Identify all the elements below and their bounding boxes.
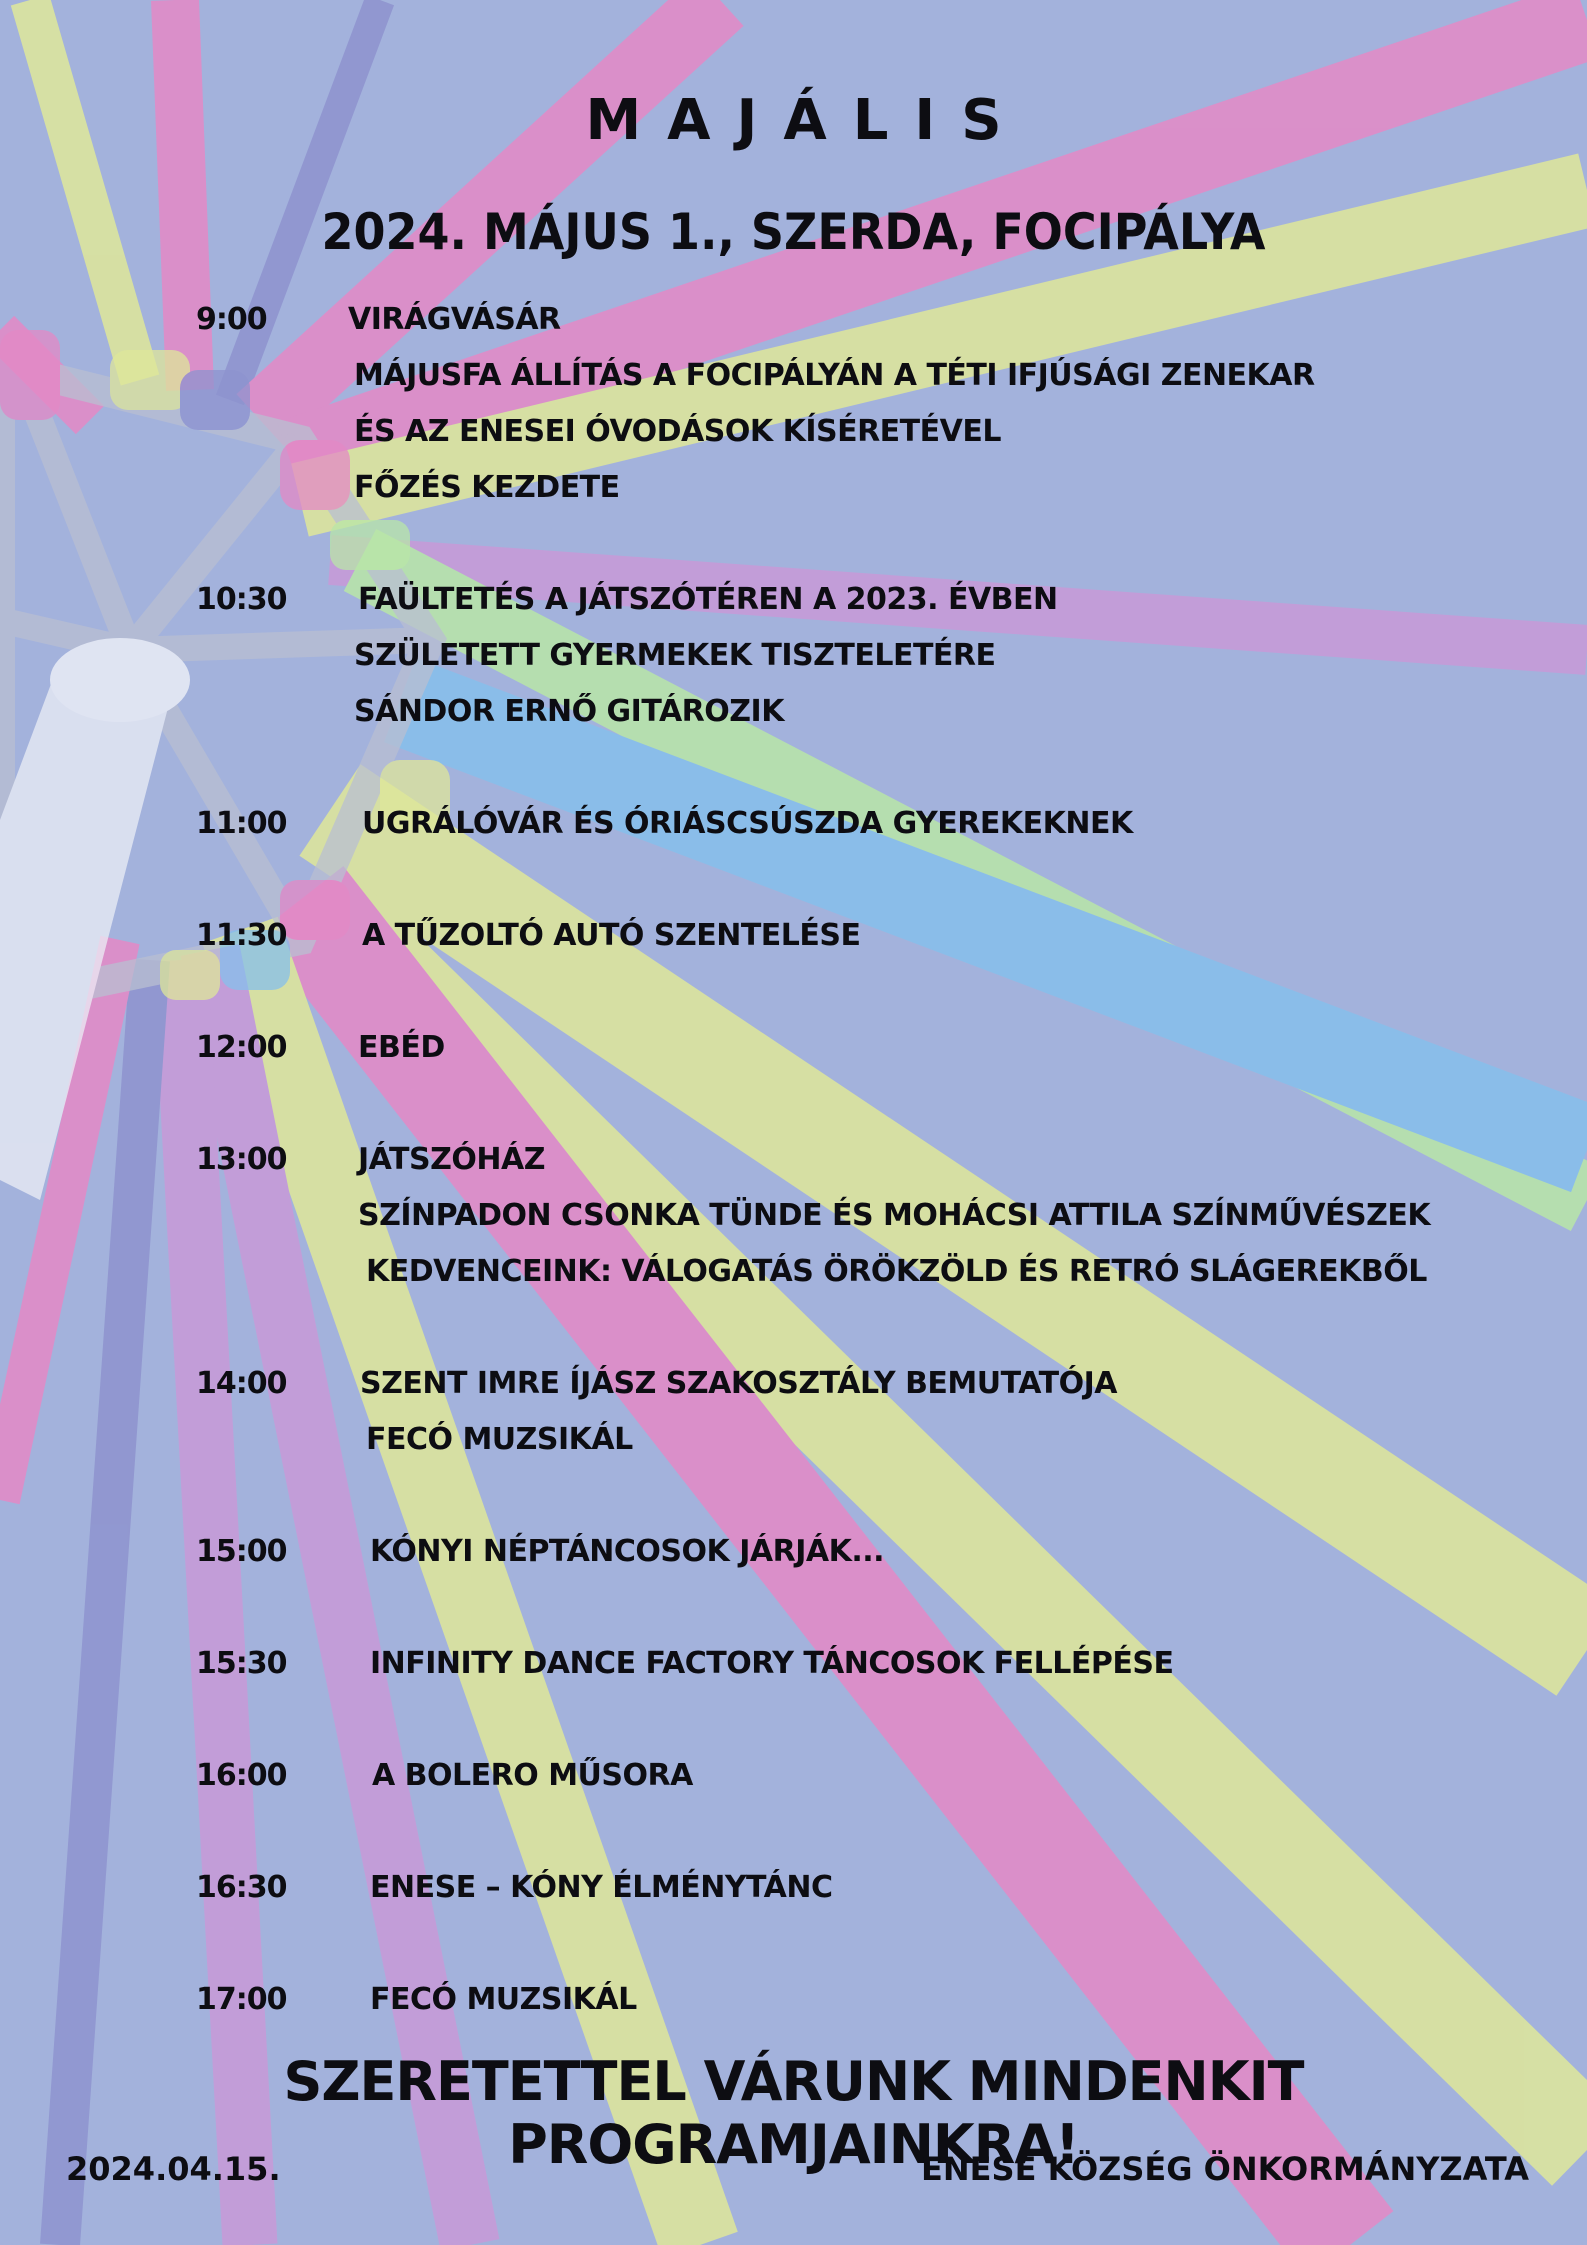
schedule-event: A BOLERO MŰSORA [372, 1758, 693, 1793]
schedule-event: ÉS AZ ENESEI ÓVODÁSOK KÍSÉRETÉVEL [354, 414, 1001, 449]
schedule-event: KEDVENCEINK: VÁLOGATÁS ÖRÖKZÖLD ÉS RETRÓ SLÁGEREKBŐL [366, 1254, 1427, 1289]
issue-date: 2024.04.15. [66, 2150, 281, 2188]
organizer-name: ENESE KÖZSÉG ÖNKORMÁNYZATA [921, 2150, 1529, 2188]
closing-invitation: SZERETETTEL VÁRUNK MINDENKIT PROGRAMJAINKRA! [283, 2050, 1304, 2176]
event-date-venue: 2024. MÁJUS 1., SZERDA, FOCIPÁLYA [321, 203, 1266, 261]
schedule-time: 11:00 [196, 806, 287, 841]
schedule-time: 11:30 [196, 918, 287, 953]
schedule-event: MÁJUSFA ÁLLÍTÁS A FOCIPÁLYÁN A TÉTI IFJÚSÁGI ZENEKAR [354, 358, 1315, 393]
schedule-event: SZENT IMRE ÍJÁSZ SZAKOSZTÁLY BEMUTATÓJA [360, 1366, 1118, 1401]
schedule-time: 15:30 [196, 1646, 287, 1681]
schedule-event: KÓNYI NÉPTÁNCOSOK JÁRJÁK... [370, 1534, 885, 1569]
schedule-event: FAÜLTETÉS A JÁTSZÓTÉREN A 2023. ÉVBEN [358, 582, 1058, 617]
schedule-event: SZÍNPADON CSONKA TÜNDE ÉS MOHÁCSI ATTILA SZÍNMŰVÉSZEK [358, 1198, 1431, 1233]
schedule-event: INFINITY DANCE FACTORY TÁNCOSOK FELLÉPÉSE [370, 1646, 1174, 1681]
schedule-time: 17:00 [196, 1982, 287, 2017]
schedule-event: EBÉD [358, 1030, 445, 1065]
schedule-event: VIRÁGVÁSÁR [348, 302, 561, 337]
schedule-time: 15:00 [196, 1534, 287, 1569]
schedule-event: JÁTSZÓHÁZ [358, 1142, 545, 1177]
schedule-time: 10:30 [196, 582, 287, 617]
poster-title: MAJÁLIS [585, 88, 1028, 153]
schedule-event: SÁNDOR ERNŐ GITÁROZIK [354, 694, 784, 729]
schedule-time: 14:00 [196, 1366, 287, 1401]
schedule-event: FŐZÉS KEZDETE [354, 470, 620, 505]
schedule-event: ENESE – KÓNY ÉLMÉNYTÁNC [370, 1870, 833, 1905]
schedule-event: FECÓ MUZSIKÁL [366, 1422, 633, 1457]
schedule-time: 13:00 [196, 1142, 287, 1177]
schedule-event: UGRÁLÓVÁR ÉS ÓRIÁSCSÚSZDA GYEREKEKNEK [362, 806, 1133, 841]
schedule-event: SZÜLETETT GYERMEKEK TISZTELETÉRE [354, 638, 996, 673]
schedule-event: A TŰZOLTÓ AUTÓ SZENTELÉSE [362, 918, 861, 953]
schedule-time: 16:00 [196, 1758, 287, 1793]
schedule-time: 12:00 [196, 1030, 287, 1065]
schedule-time: 9:00 [196, 302, 267, 337]
schedule-event: FECÓ MUZSIKÁL [370, 1982, 637, 2017]
schedule-time: 16:30 [196, 1870, 287, 1905]
